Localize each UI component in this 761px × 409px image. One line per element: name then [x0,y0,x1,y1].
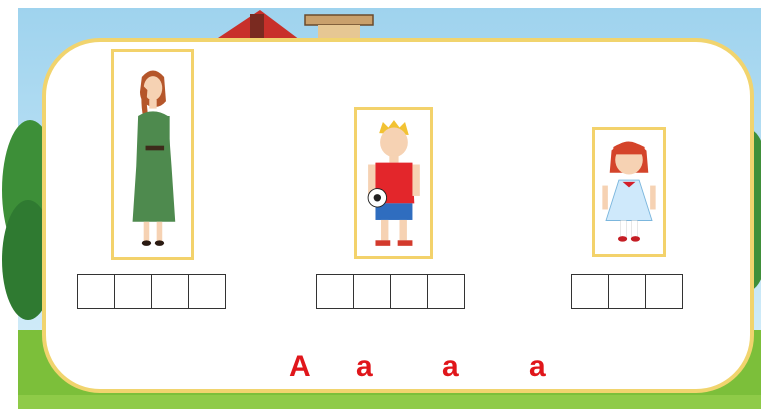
answer-box[interactable] [353,274,391,309]
boy-picture-frame [354,107,433,259]
answer-box[interactable] [645,274,683,309]
answer-box[interactable] [188,274,226,309]
answer-box[interactable] [608,274,646,309]
letter-tile[interactable]: a [356,350,373,383]
letter-tile[interactable]: a [442,350,459,383]
answer-box[interactable] [390,274,428,309]
woman-picture-frame [111,49,194,260]
answer-boxes-woman [77,274,226,309]
answer-box[interactable] [77,274,115,309]
girl-figure [595,130,663,254]
answer-box[interactable] [427,274,465,309]
answer-box[interactable] [151,274,189,309]
letter-tile[interactable]: A [289,350,311,383]
answer-box[interactable] [114,274,152,309]
girl-picture-frame [592,127,666,257]
answer-box[interactable] [316,274,354,309]
boy-figure [357,110,430,256]
answer-boxes-boy [316,274,465,309]
woman-figure [114,52,191,257]
letter-tile[interactable]: a [529,350,546,383]
answer-box[interactable] [571,274,609,309]
answer-boxes-girl [571,274,683,309]
